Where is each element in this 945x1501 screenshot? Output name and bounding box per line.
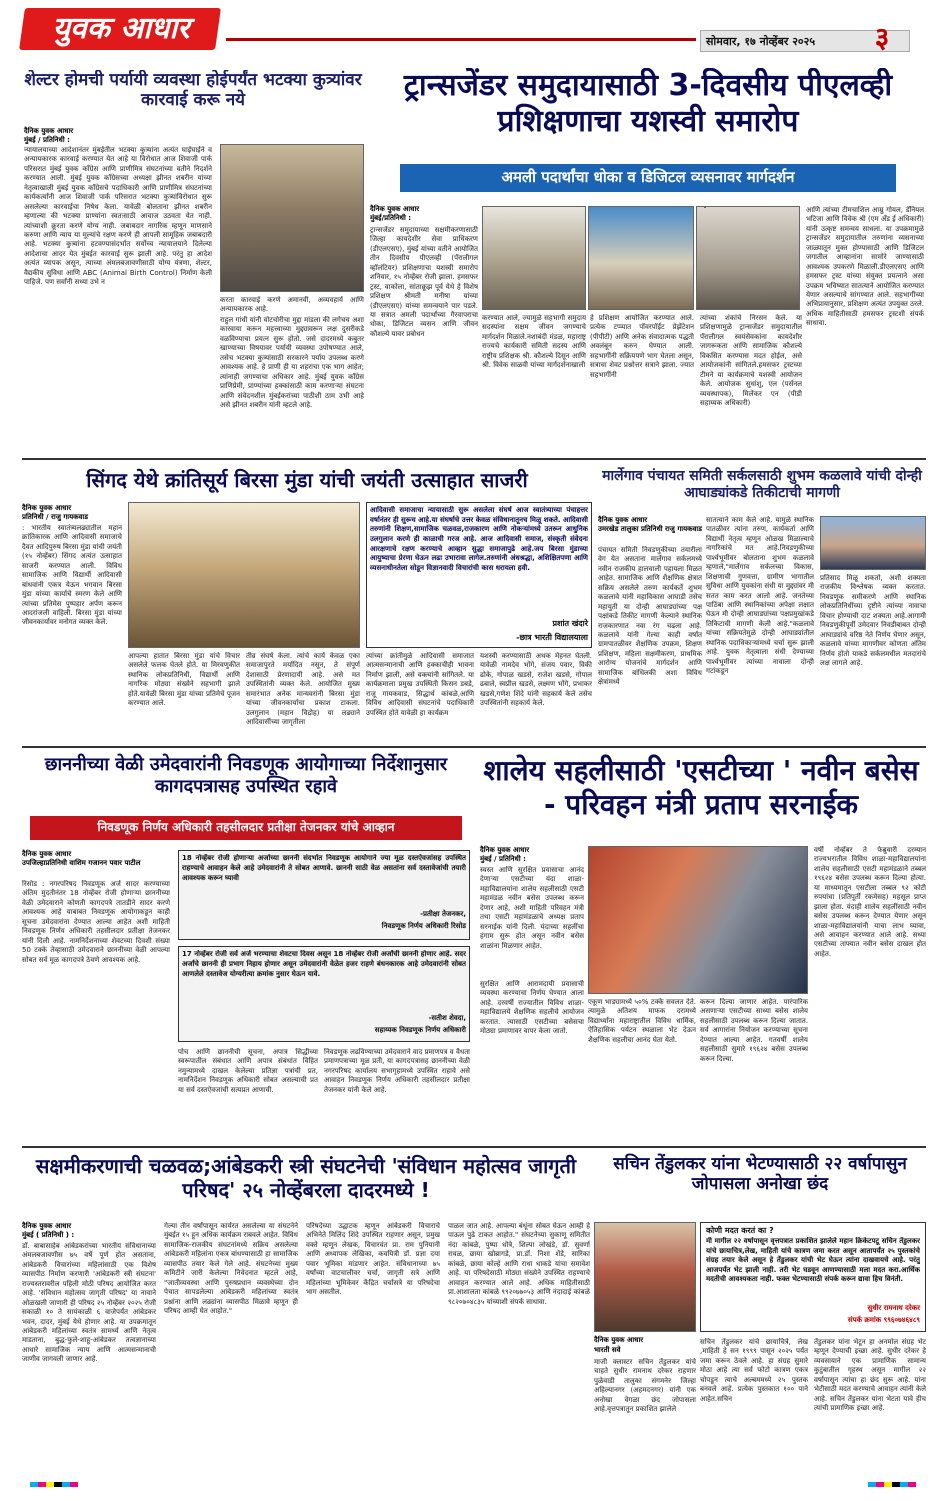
headline: मार्लेगाव पंचायत समिती सर्कलसाठी शुभम कळलावे यांची दोन्ही आघाड्यांकडे तिकीटाची मागणी (602, 468, 922, 501)
appeal-phone: संपर्क क्रमांक ९९६०७४६४८९ (847, 1316, 920, 1324)
article-body-col1b: सुरक्षित आणि आरामदायी प्रवासाची व्यवस्था करण्याचा निर्णय घेण्यात आला आहे. दरवर्षी राज्यातील विविध शाळा-महाविद्यालये शैक्षणिक सहलीचे आयोजन करतात. त्यासाठी एसटीच्या बसेसचा मोठ्या प्रमाणावर वापर केला जातो. (480, 980, 584, 1036)
dateline: उमरखेड तालुका प्रतिनिधी राजु गायकवाड (598, 525, 702, 533)
article-shelter-home (22, 70, 364, 450)
dateline: मुंबई/प्रतिनिधी : (370, 214, 412, 222)
article-body-col3: करून दिल्या जाणार आहेत. पारंपारिक असणाऱ्या एसटीच्या साध्या बसेस शालेय सहलीसाठी उपलब्ध करून दिल्या जातात. सर्व आगारांना नियोजन करण्याच्या सूचना देण्यात आल्या आहेत. गतवर्षी शालेय सहलीसाठी सुमारे १९६२४ बसेस उपलब्ध करून दिल्या. (700, 998, 808, 1063)
article-sachin-fan (594, 1150, 926, 1470)
byline: दैनिक युवक आधार (22, 504, 72, 512)
article-body-col4: त्यांच्या क्रांतीमुळे आदिवासी समाजात आत्मसन्मानाची आणि हक्काचीही भावना निर्माण झाली, असे वक्त्यांनी सांगितले. या कार्यक्रमाला प्रमुख उपस्थिती किसन डबडे, राजू गायकवाड, सिद्धार्थ कांबळे,आणि विविध आदिवासी संघटनांचे पदाधिकारी उपस्थित होते यावेळी हा कार्यक्रम (366, 652, 474, 717)
article-st-buses (476, 750, 926, 1142)
article-transgender-training (370, 68, 926, 452)
headline: सचिन तेंडुलकर यांना भेटण्यासाठी २२ वर्षापासुन जोपासला अनोखा छंद (613, 1154, 907, 1195)
article-body-col3: तेंडुलकर यांना भेटून हा अनमोल संग्रह भेट म्हणून देण्याची इच्छा आहे. सुधीर दरेकर हे व्यवसायाने एक प्रामाणिक सामान्य कुटुंबातील गृहस्थ असून मागील २२ वर्षापासून त्यांचा हा छंद सुरू आहे. यांना भेटीसाठी मदत करण्याचे आवाहन त्यांनी केले आहे. सचिन तेंडुलकर यांना भेटता यावे हीच त्यांची प्रामाणिक इच्छा आहे. (814, 1338, 926, 1413)
notice-box-1-text: 18 नोव्हेंबर रोजी होणाऱ्या अर्जाच्या छाननी संदर्भात निवडणूक आयोगाने ज्या मूळ दस्तऐवजांसह उपस्थित राहण्याचे आवाहन केले आहे उमेदवारांनी ते सोबत आणावे. छाननी साठी वेळ असतांना सर्व दस्तावेजांची तयारी आवश्यक करून घ्यावी (182, 854, 466, 882)
article-election-scrutiny (22, 750, 470, 1142)
article-body-col4: पाळल जात आहे. आपल्या बंधूंना सोबत घेऊन आम्ही हे पाऊल पुढे टाकत आहोत." संघटनेच्या सुकाणू समितीत नंदा कांबळे, पुष्पा धोत्रे, शिल्पा लोखंडे, डॉ. सुवर्णा रावळ, छाया खोब्रागडे, प्रा.डॉ. निशा शेंडे, सारिका कांबळे, छाया कोल्हे आणि राधा धाकडे यांचा समावेश आहे. या परिषदेसाठी मोठ्या संख्येने उपस्थित राहण्याचे आवाहन करण्यात आले आहे. अधिक माहितीसाठी प्रा.आशालता कांबळे ९९२०७७०५३ आणि नंदादाई कांबळे ९८२०७०४८३५ यांच्याशी संपर्क साधावा. (448, 1222, 590, 1306)
article-body-col3: परिषदेच्या उद्घाटक म्हणून आंबेडकरी विचाराचे अभिनेते मिलिंद शिंदे उपस्थित राहणार असून, प्रमुख वक्ते म्हणून लेखक, विचारवंत प्रा. राम पुनियानी आणि अध्यापक लेखिका, कवयित्री डॉ. प्रज्ञा दया पवार भूमिका मांडणार आहेत. संविधानाच्या ७५ वर्षांच्या वाटचालीवर चर्चा, जागृती सत्रे आणि महिलांच्या भूमिकेवर केंद्रित चर्चासत्रे या परिषदेचा भाग असतील. (306, 1222, 440, 1297)
color-mark-left (30, 1482, 78, 1487)
appeal-text: मी मागील २२ वर्षापासून वृत्तपत्रात प्रकाशित झालेले महान क्रिकेटपटू सचिन तेंडुलकर यांचे छायाचित्र,लेख, माहिती यांचे कात्रण जमा करत असून आतापर्यंत २५ पुस्तकांचे संग्रह तयार केले असून हे तेंडुलकर यांची भेट घेऊन त्यांना दाखवायचे आहे. परंतु आजपर्यंत भेट झाली नाही. तरी भेट घडवून आणण्यासाठी मला मदत करा.आर्थिक मदतीची आवश्यकता नाही. फक्त भेटण्यासाठी संपर्क करून द्यावा हिच विनंती. (706, 1237, 920, 1284)
article-body: माजी क्लास्टर सचिन तेंडुलकर यांचे चाहते सुधीर रामनाथ दरेकर राहणार पुळेवाडी तालुका संगमनेर जिल्हा अहिल्यानगर (अहमदनगर) यांनी एक अनोखा वेगळा छंद जोपासला आहे.वृत्तपत्रातून प्रकाशित झालेले (594, 1358, 696, 1414)
article-birsa-munda (22, 462, 592, 744)
article-body-col5: यशस्वी करण्यासाठी अथक मेहनत घेतली. यावेळी नामदेव भोंगे, संजय पवार, विकी ढोके, गोपाळ खडसे, राजेश खडसे, गोपाल ढबाले, स्वप्नील खडसे, लक्ष्मण भोंगे, प्रभाकर खडसे,गणेश शिंदे यांनी सहकार्य केले तसेच उपस्थितांनी सहकार्य केले. (480, 652, 592, 708)
notice-box-2-org: सहाय्यक निवडणूक निर्णय अधिकारी (374, 1026, 466, 1034)
headline: शालेय सहलीसाठी 'एसटीच्या ' नवीन बसेस - परिवहन मंत्री प्रताप सरनाईक (483, 754, 919, 821)
byline: दैनिक युवक आधार (22, 850, 72, 858)
photo-celebration (128, 502, 360, 648)
photo-bus-minister (588, 846, 808, 994)
issue-date: सोमवार, १७ नोव्हेंबर २०२५ (706, 35, 816, 48)
notice-box-2-text: 17 नोव्हेंबर रोजी सर्व अर्ज भरण्याचा शेवटचा दिवस असून 18 नोव्हेंबर रोजी अर्जांची छाननी होणार आहे. सदर अर्जांचे छाननी ही प्रभाग निहाय होणार असून उमेदवारांनी वेळेत हजर राहणे बंधनकारक आहे उमेदवारांनी सोबत आणलेले दस्तावेज योग्यरीत्या क्रमांक नुसार घेऊन यावे. (182, 950, 466, 978)
divider (22, 746, 926, 748)
dateline: भारती सवे (594, 1346, 621, 1354)
article-body-col3: प्रतिसाद मिळू शकतो, अशी शक्यता राजकीय विश्लेषक व्यक्त करतात. निवडणूक समीकरणे आणि स्थानिक लोकप्रतिनिधींच्या दृष्टीने त्यांच्या नावाचा विचार होण्याची दाट शक्यता आहे.आगामी निवडणुकीपूर्वी उमेदवार निवडीबाबत दोन्ही आघाड्यांचे वरिष्ठ नेते निर्णय घेणार असून, कळलावे यांच्या मागणीवर कोणता अंतिम निर्णय होतो याकडे सर्कलमधील मतदारांचे लक्ष लागले आहे. (820, 574, 926, 667)
article-body: ट्रान्सजेंडर समुदायाच्या सक्षमीकरणासाठी जिल्हा कायदेशीर सेवा प्राधिकरण (डीएलएसए), मुंबई यांच्या वतीने आयोजित तीन दिवसीय पीएलव्ही (पॅरालीगल व्हॉलंटियर) प्रशिक्षणाचा यशस्वी समारोप शनिवार, १५ नोव्हेंबर रोजी झाला. हमसफर ट्रस्ट, वाकोला, सांताक्रूझ पूर्व येथे हे विशेष प्रशिक्षण श्रीमती मनीषा यांच्या (डीएलएसए) यांच्या समन्वयाने पार पडले. या सत्रात अमली पदार्थांच्या गैरवापराचा धोका, डिजिटल व्यसन आणि जीवन कौशल्ये यावर प्रबोधन (370, 226, 478, 338)
photo-shubham (820, 516, 926, 570)
article-body-col2: एकूण भाड्यामध्ये ५०% टक्के सवलत देते. त्यामुळे अतिशय माफक दरामध्ये विद्यार्थ्यांना महाराष्ट्रातील विविध धार्मिक, ऐतिहासिक पर्यटन स्थळाला भेट देऊन शैक्षणिक सहलीचा आनंद घेता येतो. (588, 998, 696, 1044)
headline: सक्षमीकरणाची चळवळ;आंबेडकरी स्त्री संघटनेची 'संविधान महोत्सव जागृती परिषद' २५ नोव्हेंबरला दादरमध्ये ! (35, 1154, 577, 1202)
byline: दैनिक युवक आधार (480, 846, 530, 854)
divider (22, 1146, 926, 1148)
article-body: स्वस्त आणि सुरक्षित प्रवासाचा आनंद देणाऱ्या एसटीच्या यंदा शाळा-महाविद्यालयांना शालेय सहलीसाठी एसटी महामंडळ नवीन बसेस उपलब्ध करून देणार आहे, अशी माहिती परिवहन मंत्री तथा एसटी महामंडळाचे अध्यक्ष प्रताप सरनाईक यांनी दिली. यंदाच्या सहलींचा हंगाम सुरू होत असून नवीन बसेस शाळांना मिळणार आहेत. (480, 866, 584, 950)
print-color-marks (0, 1478, 945, 1492)
notice-box-1-name: -प्रतीक्षा तेजनकर, (420, 910, 466, 918)
article-body-col3: तीव्र संघर्ष केला. त्यांचे कार्य केवळ एका समाजापुरते मर्यादित नसून, ते संपूर्ण देशासाठी प्रेरणादायी आहे. असे मत उपस्थितांनी व्यक्त केले. आयोजित मुख्य समारंभात अनेक मान्यवरांनी बिरसा मुंडा यांच्या जीवनकार्याचा प्रकाश टाकला. उलगुलान (महान विद्रोह) या लढ्याने आदिवासींच्या जागृतीला (246, 652, 360, 727)
photo-group (482, 206, 586, 310)
dateline: उपजिल्हाप्रतिनिधी वाशिम गजानन पवार पाटील (22, 859, 141, 867)
subheadline: निवडणूक निर्णय अधिकारी तहसीलदार प्रतीक्षा तेजनकर यांचे आव्हान (97, 820, 395, 834)
dateline: मुंबई / प्रतिनिधी : (480, 855, 526, 863)
article-body: न्यायालयाच्या आदेशानंतर मुंबईतील भटक्या कुत्र्यांना अत्यंत घाईघाईने व अन्यायकारक कारवाई करण्यात येत आहे या विरोधात आज शिवाजी पार्क परिसरात मुंबई युवक काँग्रेस आणि प्राणीमित्र संघटनांच्या वतीने निदर्शने करण्यात आली. मुंबई युवक काँग्रेसच्या अध्यक्षा झीनत शबरीन यांच्या नेतृत्वाखाली मुंबई युवक काँग्रेसचे पदाधिकारी आणि प्राणीमित्र संघटनांच्या कार्यकर्त्यांनी आज शिवाजी पार्क परिसरात भटक्या कुत्र्यांविरोधात सुरू असलेल्या कारवाईचा निषेध केला. यावेळी बोलताना झीनत शबरीन म्हणाल्या की भटक्या प्राण्यांना स्वतःसाठी आवाज उठवता येत नाही. त्यांच्याशी क्रूरता करणे योग्य नाही. जबाबदार नागरिक म्हणून माणसाने करुणा आणि न्याय या मूल्यांचे रक्षण करणे ही आपली सामूहिक जबाबदारी आहे. भटक्या कुत्र्यांना हटवण्यासंदर्भात सर्वोच्च न्यायालयाने दिलेल्या आदेशाचा आदर येत मुंबईत कारवाई सुरू झाली आहे. परंतु हा आदेश अत्यंत व्यापक असून, त्याच्या अंमलबजावणीसाठी योग्य यंत्रणा, शेल्टर, वैद्यकीय सुविधा आणि ABC (Animal Birth Control) निर्माण केली पाहिजे. पण सर्वांनी सध्या उभे न (24, 146, 212, 287)
masthead-rule (226, 38, 696, 41)
article-body-col5: आणि त्यांच्या टीमचाशिल आम्रु गोयल, डॅनियल भटिजा आणि विवेक श्री (एम अँड ई अधिकारी) यांनी उत्कृष्ट समन्वय साधला. या उपक्रमामुळे ट्रान्सजेंडर समुदायातील तरुणांना व्यसनाच्या जाळ्यातून मुक्त होण्यासाठी आणि डिजिटल जगातील आव्हानांना सामोरे जाण्यासाठी आवश्यक उपकरणे मिळाली.डीएलएसए आणि हमसफर ट्रस्ट यांच्या संयुक्त प्रयत्नाने असा उपक्रम भविष्यात सातत्याने आयोजित करण्यात येणार असल्याचे सांगण्यात आले. सहभागींच्या अभिप्रायानुसार, प्रशिक्षण अत्यंत उपयुक्त ठरले. अधिक माहितीसाठी हमसफर ट्रस्टशी संपर्क साधावा. (806, 206, 924, 328)
photo-sudhir-collection (594, 1222, 696, 1332)
article-body-col2: सातत्याने काम केले आहे. यामुळे स्थानिक पातळीवर त्यांना तरुण, कार्यकर्ता आणि विद्यार्थी नेतृत्व म्हणून ओळख मिळाल्याचे नागरिकांचे मत आहे.निवडणुकीच्या पार्श्वभूमीवर बोलताना शुभम कळलावे म्हणाले,"मार्लेगाव सर्कलच्या विकास, शिक्षणाची गुणवत्ता, ग्रामीण भागातील सुविधा आणि युवकांना संधी या मुद्द्यांवर मी सतत काम करत आलो आहे. जनतेच्या पाठिंबा आणि स्थानिकांच्या अपेक्षा लक्षात घेऊन मी दोन्ही आघाड्यांच्या पक्षप्रमुखांकडे तिकिटाची मागणी केली आहे."कळलावे यांच्या सक्रियतेमुळे दोन्ही आघाड्यांतील स्थानिक पदाधिकाऱ्यांमध्ये चर्चा सुरू झाली आहे. युवक नेतृत्वाला संधी देण्याच्या पार्श्वभूमीवर त्यांच्या नावाला दोन्ही गटांकडून (706, 516, 814, 675)
article-body-col2: सचिन तेंडुलकर यांचे छायाचित्रे, लेख ,माहिती हे सन १९९९ पासून २०२५ पर्यंत जमा करून ठेवले आहे. हा संग्रह सुमारे मोठा आहे त्या सर्व फोटो कात्रण एकत्र चोपडून त्याचे अल्बममध्ये २५ पुस्तक बनवले आहे. प्रत्येक पुस्तकात १०० पाने आहेत.सचिन (700, 1338, 808, 1403)
article-body-col2: पोच आणि छाननीची सूचना, अपात्र सिद्धीच्या स्वरूपातील संबंधात आणि अपात्र संबंधांत विहित नमुन्यामध्ये दाखल केलेल्या प्रतिज्ञा पत्रांची प्रत, नामनिर्देशन निवडणूक अधिकारी सोबत असल्याची प्रत या सर्व दस्तऐवजांची सत्यप्रत आणावी. (178, 1048, 318, 1094)
article-body: रिसोड : नगरपरिषद निवडणूक अर्ज सादर करण्याच्या अंतिम मुदतीनंतर 18 नोव्हेंबर रोजी होणाऱ्या छाननीच्या वेळी उमेदवाराने कोणती कागदपत्रे तातडीने सादर करणे आवश्यक आहे याबाबत निवडणूक आयोगाकडून काही सूचना उमेदवारांना देण्यात आल्या आहेत अशी माहिती निवडणूक निर्णय अधिकारी तहसीलदार प्रतीक्षा तेजनकर यांनी दिली आहे. नामनिर्देशनाच्या शेवटच्या दिवशी संख्या 50 टक्के तेव्हासाठी उमेदवाराने छाननीच्या वेळी आपल्या सोबत सर्व मूळ कागदपत्रे ठेवणे आवश्यक आहे. (22, 880, 170, 964)
divider (22, 458, 926, 460)
headline: छाननीच्या वेळी उमेदवारांनी निवडणूक आयोगाच्या निर्देशानुसार कागदपत्रासह उपस्थित रहावे (44, 754, 448, 797)
byline: दैनिक युवक आधार (594, 1336, 644, 1344)
article-body-cont2: राहुल गांधी यांनी वोटचोरीचा मुद्दा मांडला की लगेचच अशा कारवाया करून महत्त्वाच्या मुद्द्यावरून लक्ष दुसरीकडे वळविण्याचा प्रयत्न सुरू होतो. जसे दादरमध्ये कबुतर खाण्याच्या विषयावर पर्यायी व्यवस्था उपोषण्यात आले, तसेच भटक्या कुत्र्यांसाठी सरकारने पर्याय उपलब्ध करणे आवश्यक आहे. हे प्राणी ही या शहराचा एक भाग आहेत; त्यांनाही जगण्याचा अधिकार आहे. मुंबई युवक काँग्रेस प्राणिप्रेमी, प्राण्यांच्या हक्कांसाठी काम करणाऱ्या संघटना आणि संवेदनशील मुंबईकरांच्या पाठीशी ठाम उभी आहे असे झीनत शबरीन यांनी म्हटले आहे. (220, 316, 364, 409)
notice-box-1-org: निवडणूक निर्णय अधिकारी रिसोड (381, 922, 466, 930)
quote-org: -छात्र भारती विद्यालयाला (516, 633, 588, 642)
photo-banner (588, 206, 694, 310)
color-mark-right (868, 1482, 916, 1487)
article-body-col2: करण्यात आले, ज्यामुळे सहभागी समुदाय सदस्यांना सक्षम जीवन जगण्याचे मार्गदर्शन मिळाले.नशाबंदी मंडळ, महाराष्ट्र राज्यचे कार्यकारी समिती सदस्य आणि राष्ट्रीय प्रशिक्षक श्री. कौशल्ये दिसून आणि श्री. विवेक साळवी यांच्या मार्गदर्शनाखाली (482, 314, 586, 370)
appeal-title: कोणी मदत करतं का ? (706, 1226, 774, 1235)
headline: सिंगद येथे क्रांतिसूर्य बिरसा मुंडा यांची जयंती उत्साहात साजरी (86, 468, 528, 492)
masthead-name: युवक आधार (52, 11, 190, 46)
article-body: पंचायत समिती निवडणुकीच्या तयारीला वेग येत असताना मार्लेगाव सर्कलमध्ये नवीन राजकीय हालचाली पहायला मिळत आहेत. सामाजिक आणि शैक्षणिक क्षेत्रात सक्रिय असलेले तरुण कार्यकर्ते शुभम कळलावे यांनी महाविकास आघाडी तसेच महायुती या दोन्ही आघाड्यांच्या पक्ष पक्षांकडे तिकीट मागणी केल्याने स्थानिक राजकारणात नवा रंग चढला आहे. कळलावे यांनी गेल्या काही वर्षांत ग्रामपातळीवर शैक्षणिक उपक्रम, शिक्षण प्रशिक्षण, महिला सक्षमीकरण, प्राथमिक आरोग्य योजनांचे मार्गदर्शन आणि सामाजिक बांधिलकी अशा विविध क्षेत्रांमध्ये (598, 546, 702, 687)
article-body-cont: करता कारवाई करणे अमानवी, अव्यवहार्य आणि अन्यायकारक आहे. (220, 296, 364, 314)
appeal-name: सुधीर रामनाथ दरेकर (867, 1304, 920, 1312)
article-body-col4: त्यांच्या शंकांचे निरसन केले. या प्रशिक्षणामुळे ट्रान्सजेंडर समुदायातील पॅरालीगल स्वयंसेवकांना कायदेशीर जागरूकता आणि सामाजिक कौशल्ये विकसित करण्यास मदत होईल, असे आयोजकांनी सांगितले.हमसफर ट्रस्टच्या टीमने या कार्यक्रमाचे यशस्वी आयोजन केले. आयोजक सुधांशु, एल (पर्सनल व्यवस्थापक), मिलेंकर एन (पीडी सहाय्यक अधिकारी) (700, 314, 802, 407)
dateline: मुंबई / प्रतिनिधी : (24, 136, 70, 144)
byline: दैनिक युवक आधार (24, 127, 74, 135)
article-body: : भारतीय स्वातंत्र्यलढ्यातील महान क्रांतिकारक आणि आदिवासी समाजाचे दैवत आदिपुरुष बिरसा मुंडा यांची जयंती (१५ नोव्हेंबर) सिंगद अत्यंत उत्साहात साजरी करण्यात आली. विविध सामाजिक आणि विद्यार्थी आदिवासी बांधवांनी एकत्र येऊन भगवान बिरसा मुंडा यांच्या कार्याचे स्मरण केले आणि त्यांच्या प्रतिमेस पुष्पहार अर्पण करून आदरांजली वाहिली. बिरसा मुंडा यांच्या जीवनकार्यावर मनोगत व्यक्त केले. (22, 524, 122, 627)
article-body-col2: गेल्या तीन वर्षांपासून कार्यरत असलेल्या या संघटनेने मुंबईत १५ हून अधिक कार्यक्रम राबवले आहेत. विविध सामाजिक-राजकीय संघटनांमध्ये सक्रिय असलेल्या आंबेडकरी महिलांना एकत्र बांधण्यासाठी हा सामाजिक व्यासपीठ तयार केले गेले आहे. संघटनेच्या मुख्य कमिटीने जारी केलेल्या निवेदनात म्हटले आहे, "जातीव्यवस्था आणि पुरुषप्रधान व्यवस्थेच्या दोन पेचात सापडलेल्या आंबेडकरी महिलांच्या स्वतंत्र प्रश्नांना आणि लढ्यांना व्यासपीठ मिळावे म्हणून ही परिषद आम्ही घेत आहोत." (164, 1222, 298, 1315)
article-body: डॉ. बाबासाहेब आंबेडकरांच्या भारतीय संविधानाच्या अंमलबजावणीस ७५ वर्षे पूर्ण होत असताना, आंबेडकरी विचारांच्या महिलांसाठी एक विशेष व्यासपीठ निर्माण करणारी 'आंबेडकरी स्त्री संघटना' राज्यस्तरावरील पहिली मोठी परिषद आयोजित करत आहे. 'संविधान महोत्सव जागृती परिषद' या नावाने ओळखली जाणारी ही परिषद २५ नोव्हेंबर २०२५ रोजी सकाळी १० ते सायंकाळी ६ वाजेपर्यंत आंबेडकर भवन, दादर, मुंबई येथे होणार आहे. या उपक्रमातून आंबेडकरी महिलांच्या स्वतंत्र सामर्थ्य आणि नेतृत्व माडताना, बुद्ध-फुले-शाहू-आंबेडकर तत्वज्ञानाच्या आधारे सामाजिक न्याय आणि आत्मसन्मानाची जाणीव जागवली जाणार आहे. (22, 1242, 156, 1364)
article-body-col2: आपल्या हातात बिरसा मुंडा यांचे विचार असलेले फलक घेतले होते. या मिरवणुकीत स्थानिक लोकप्रतिनिधी, विद्यार्थी आणि नागरिक मोठ्या संख्येने सहभागी झाले होते.यावेळी बिरसा मुंडा यांच्या प्रतिमेचे पूजन करण्यात आले. (128, 652, 240, 708)
masthead (0, 0, 945, 62)
photo-certificate (704, 206, 706, 208)
photo-protest (220, 144, 364, 292)
notice-box-2-name: -सतीश शेवदा, (428, 1014, 466, 1022)
headline: ट्रान्सजेंडर समुदायासाठी 3-दिवसीय पीएलव्ही प्रशिक्षणाचा यशस्वी समारोप (403, 68, 893, 139)
quote-text: आदिवासी समाजाचा न्यायासाठी सुरू असलेला संघर्ष आज स्वातंत्र्याच्या पंचाहत्तर वर्षानंतर ही सुरूच आहे.या संघर्षाचे उत्तर केवळ संविधानातूनच मिळू शकते. आदिवासी तरुणांनी शिक्षण,सामाजिक चळवळ,राजकारण आणि नोकऱ्यांमध्ये उतरून आधुनिक उलगुलान करणे ही काळाची गरज आहे. आज आदिवासी समाज, संस्कृती संवेदना आरक्षणाचे रक्षण करण्याचे आव्हान सुद्धा समाजापुढे आहे.जय बिरसा मुंडाच्या आयुष्याचा प्रेरणा घेऊन लढा उभारावा लागेल.तरुणांनी अंधश्रद्धा, अशिक्षितपणा आणि व्यसनाधीनतेला सोडून विज्ञानवादी विचारांची कास धरायला हवी. (370, 506, 588, 572)
byline: दैनिक युवक आधार (370, 205, 420, 213)
headline: शेल्टर होमची पर्यायी व्यवस्था होईपर्यंत भटक्या कुत्र्यांवर कारवाई करू नये (24, 70, 362, 111)
article-constitution-conference (22, 1150, 590, 1470)
dateline: मुंबई ( प्रतिनिधी ) : (22, 1231, 75, 1239)
article-body-col3: हे प्रशिक्षण आयोजित करण्यात आले. प्रत्येक टप्प्यात पॉवरपॉईंट प्रेझेंटेशन (पीपीटी) आणि अनेक संवादात्मक पद्धती अवलंबून करुन घेण्यात आली. सहभागींनी सक्रियपणे भाग घेतला असून, सत्राचा शेवट प्रश्नोत्तर सत्राने झाला. ज्यात सहभागींनी (590, 314, 694, 379)
article-body-col3: निवडणूक लढविण्याच्या उमेदवाराने वाद प्रमाणपत्र व वैधता प्रमाणपत्राच्या मूळ प्रती, या कागदपत्रासह छाननीच्या वेळी नगरपरिषद कार्यालय सभागृहामध्ये उपस्थित राहावे असे आवाहन निवडणूक निर्णय अधिकारी तहसीलदार प्रतीक्षा तेजनकर यांनी केले आहे. (324, 1048, 470, 1094)
article-body-col4: वर्षी नोव्हेंबर ते फेब्रुवारी दरम्यान राज्यभरातील विविध शाळा-महाविद्यालयांना शालेय सहलीसाठी एसटी महामंडळाने तब्बल १९६२४ बसेस उपलब्ध करून दिल्या होत्या. या माध्यमातून एसटीला तब्बल ९२ कोटी रुपयांचा (प्रतिपूर्ती रकमेसह) महसूल प्राप्त झाला होता. यंदाही शालेय सहलींसाठी नवीन बसेस उपलब्ध करून देण्यात येणार असून शाळा-महाविद्यालयांनी याचा लाभ घ्यावा, असे आवाहन करण्यात आले आहे. सध्या एसटीच्या ताफ्यात नवीन बसेस दाखल होत आहेत. (814, 846, 926, 958)
page-number: ३ (874, 21, 890, 54)
byline: दैनिक युवक आधार (598, 516, 648, 524)
dateline: प्रतिनिधी / राजु गायकवाड (22, 513, 88, 521)
subheadline: अमली पदार्थांचा धोका व डिजिटल व्यसनावर मार्गदर्शन (501, 168, 795, 186)
photo-session (696, 206, 800, 310)
byline: दैनिक युवक आधार (22, 1222, 72, 1230)
quote-name: प्रशांत खंदारे (552, 619, 588, 628)
article-shubham-kalalawe (598, 462, 926, 744)
